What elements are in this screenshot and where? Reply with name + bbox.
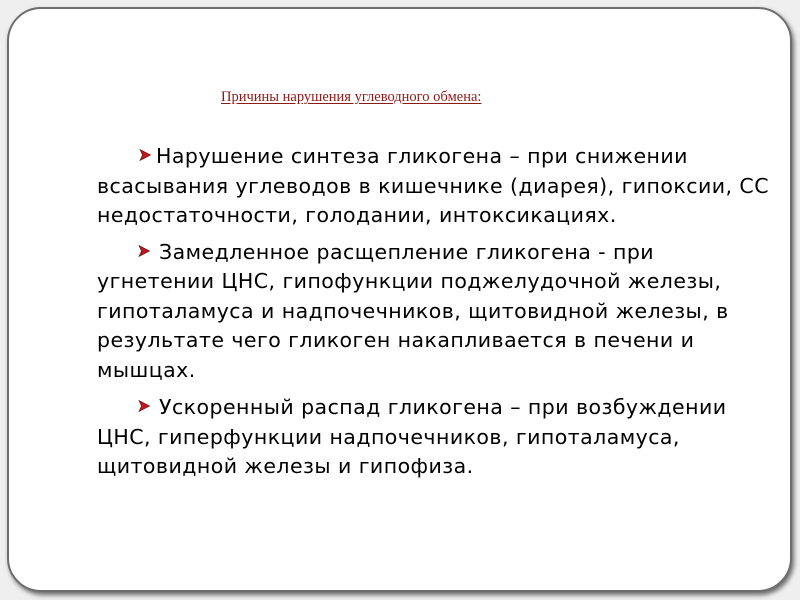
arrow-bullet-icon: [137, 399, 151, 413]
bullet-list: [97, 142, 777, 489]
arrow-bullet-icon: [138, 148, 152, 162]
bullet-item: [97, 393, 777, 482]
bullet-text: Замедленное расщепление гликогена - при угнетении ЦНС, гипофункции поджелудочной железы, гипоталамуса и надпочечников, щитовидной железы, в результате чего гликоген накапливается в печени и мышцах.: [97, 239, 729, 382]
bullet-text: Ускоренный распад гликогена – при возбуждении ЦНС, гиперфункции надпочечников, гипоталамуса, щитовидной железы и гипофиза.: [97, 395, 727, 478]
bullet-text: Нарушение синтеза гликогена – при снижении всасывания углеводов в кишечнике (диарея), гипоксии, СС недостаточности, голодании, интоксикациях.: [97, 144, 769, 227]
arrow-bullet-icon: [137, 244, 151, 258]
bullet-item: [97, 238, 777, 386]
bullet-item: [97, 142, 777, 231]
slide-title: Причины нарушения углеводного обмена:: [221, 89, 482, 105]
slide-frame: [7, 7, 792, 592]
